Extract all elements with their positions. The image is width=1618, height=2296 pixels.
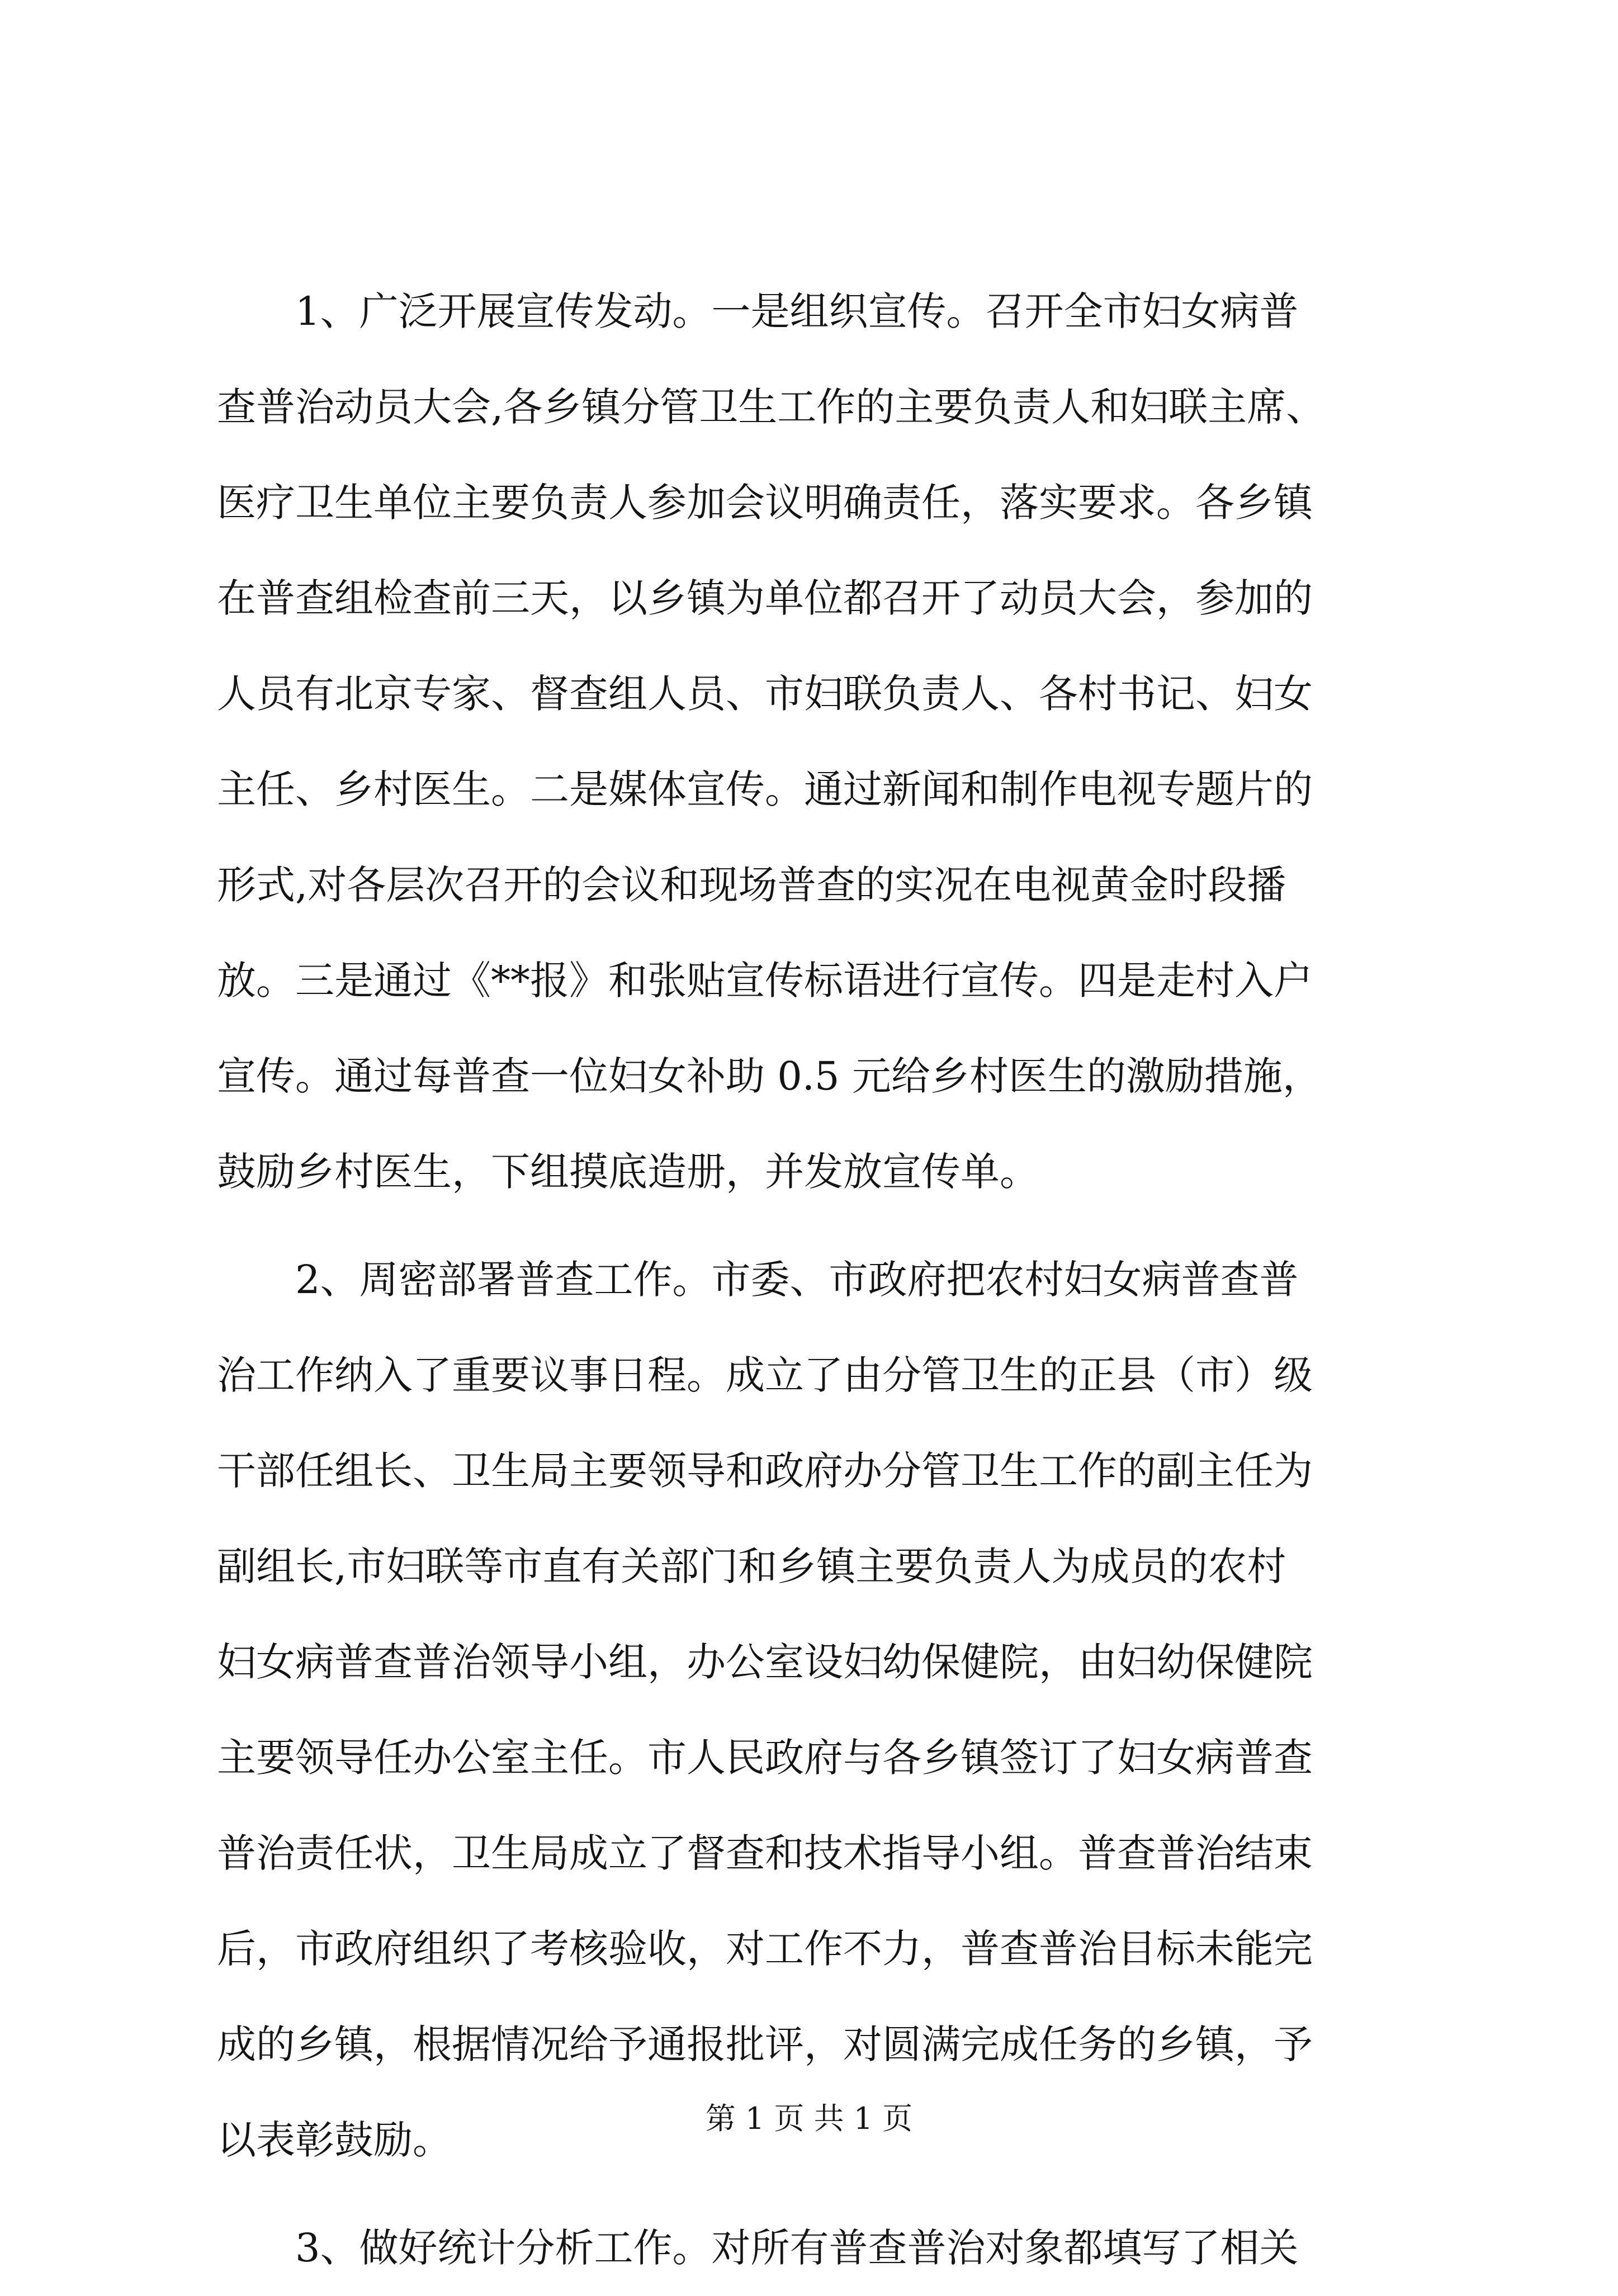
text-line: 医疗卫生单位主要负责人参加会议明确责任，落实要求。各乡镇: [217, 480, 1313, 526]
text-line: 干部任组长、卫生局主要领导和政府办分管卫生工作的副主任为: [217, 1448, 1313, 1494]
text-line: 主要领导任办公室主任。市人民政府与各乡镇签订了妇女病普查: [217, 1735, 1313, 1781]
paragraph-1: [217, 264, 1419, 1220]
page-number-label: 第 1 页 共 1 页: [705, 2101, 913, 2136]
text-line: 形式,对各层次召开的会议和现场普查的实况在电视黄金时段播: [217, 862, 1286, 908]
text-line: 后，市政府组织了考核验收，对工作不力，普查普治目标未能完: [217, 1926, 1313, 1972]
text-line: 3、做好统计分析工作。对所有普查普治对象都填写了相关: [217, 2225, 1299, 2271]
text-line: 宣传。通过每普查一位妇女补助 0.5 元给乡村医生的激励措施，: [217, 1053, 1322, 1099]
text-line: 主任、乡村医生。二是媒体宣传。通过新闻和制作电视专题片的: [217, 766, 1313, 812]
document-body: [217, 264, 1419, 2296]
text-line: 鼓励乡村医生，下组摸底造册，并发放宣传单。: [217, 1149, 1039, 1195]
text-line: 妇女病普查普治领导小组，办公室设妇幼保健院，由妇幼保健院: [217, 1639, 1313, 1685]
text-line: 副组长,市妇联等市直有关部门和乡镇主要负责人为成员的农村: [217, 1544, 1286, 1589]
paragraph-3: [217, 2200, 1419, 2296]
text-line: 放。三是通过《**报》和张贴宣传标语进行宣传。四是走村入户: [217, 958, 1313, 1003]
text-line: 查普治动员大会,各乡镇分管卫生工作的主要负责人和妇联主席、: [217, 384, 1326, 430]
text-line: 以表彰鼓励。: [217, 2117, 452, 2163]
text-line: 成的乡镇，根据情况给予通报批评，对圆满完成任务的乡镇，予: [217, 2022, 1313, 2067]
text-line: 治工作纳入了重要议事日程。成立了由分管卫生的正县（市）级: [217, 1352, 1313, 1398]
text-line: 在普查组检查前三天，以乡镇为单位都召开了动员大会，参加的: [217, 575, 1313, 621]
paragraph-2: [217, 1232, 1419, 2188]
text-line: 普治责任状，卫生局成立了督查和技术指导小组。普查普治结束: [217, 1830, 1313, 1876]
text-line: 2、周密部署普查工作。市委、市政府把农村妇女病普查普: [217, 1257, 1299, 1303]
page-footer: [0, 2096, 1618, 2141]
text-line: 1、广泛开展宣传发动。一是组织宣传。召开全市妇女病普: [217, 288, 1299, 334]
text-line: 人员有北京专家、督查组人员、市妇联负责人、各村书记、妇女: [217, 671, 1313, 717]
